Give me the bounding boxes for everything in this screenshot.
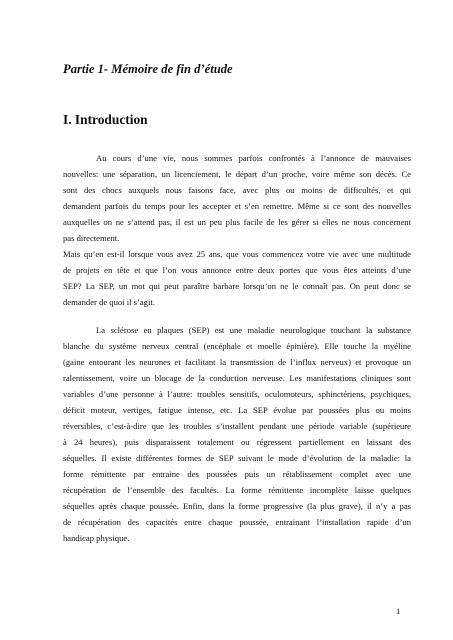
text-line: variables d’une personne à l’autre: troubles sensitifs, oculomoteurs, sphinctériens, psychiques, [63, 389, 411, 399]
text-line: La sclérose en plaques (SEP) est une maladie neurologique touchant la substance [96, 325, 411, 335]
text-line: sont des chocs auxquels nous faisons face, avec plus ou moins de difficultés, et qui [63, 185, 411, 195]
text-line: ralentissement, voire un blocage de la conduction nerveuse. Les manifestations cliniques sont [63, 373, 411, 383]
text-line: demander de quoi il s’agit. [63, 297, 155, 307]
page-number: 1 [396, 606, 401, 616]
text-line: séquelles après chaque poussée. Enfin, dans la forme progressive (la plus grave), il n’y a pas [63, 501, 411, 511]
text-line: handicap physique. [63, 533, 130, 543]
text-line: de récupération des capacités entre chaque poussée, entrainant l’installation rapide d’un [63, 517, 411, 527]
paragraph-2 [63, 246, 411, 310]
text-line: réversibles, c’est-à-dire que les troubles s’installent pendant une période variable (supérieure [63, 421, 411, 431]
text-line: de projets en tête et que l’on vous annonce entre deux portes que vous êtes atteints d’une [63, 265, 411, 275]
text-line: à 24 heures), puis disparaissent totalement ou régressent partiellement en laissant des [63, 437, 411, 447]
text-line: forme rémittente par entraine des poussées puis un rétablissement complet avec une [63, 469, 411, 479]
section-title: I. Introduction [63, 112, 148, 127]
text-line: demandent parfois du temps pour les accepter et s’en remettre. Même si ce sont des nouvelles [63, 201, 411, 211]
text-line: Au cours d’une vie, nous sommes parfois confrontés à l’annonce de mauvaises [96, 153, 411, 163]
text-line: Mais qu’en est-il lorsque vous avez 25 ans, que vous commencez votre vie avec une multitude [63, 249, 411, 259]
text-line: (gaine entourant les neurones et facilitant la transmission de l’influx nerveux) et provoque un [63, 357, 411, 367]
text-line: auxquelles on ne s’attend pas, il est un peu plus facile de les gérer si elles ne nous concernent [63, 217, 411, 227]
text-line: récupération de l’ensemble des facultés. La forme rémittente incomplète laisse quelques [63, 485, 411, 495]
text-line: nouvelles: une séparation, un licenciement, le départ d’un proche, voire même son décès. Ce [63, 169, 411, 179]
text-line: déficit moteur, vertiges, fatigue intense, etc. La SEP évolue par poussées plus ou moins [63, 405, 411, 415]
text-line: pas directement. [63, 233, 120, 243]
paragraph-1 [63, 150, 411, 246]
paragraph-3 [63, 322, 411, 546]
text-line: SEP? La SEP, un mot qui peut paraître barbare lorsqu’on ne le connaît pas. On peut donc se [63, 281, 411, 291]
text-line: blanche du système nerveux central (encéphale et moelle épinière). Elle touche la myéline [63, 341, 411, 351]
text-line: séquelles. Il existe différentes formes de SEP suivant le mode d’évolution de la maladie: la [63, 453, 411, 463]
part-title: Partie 1- Mémoire de fin d’étude [63, 62, 233, 76]
